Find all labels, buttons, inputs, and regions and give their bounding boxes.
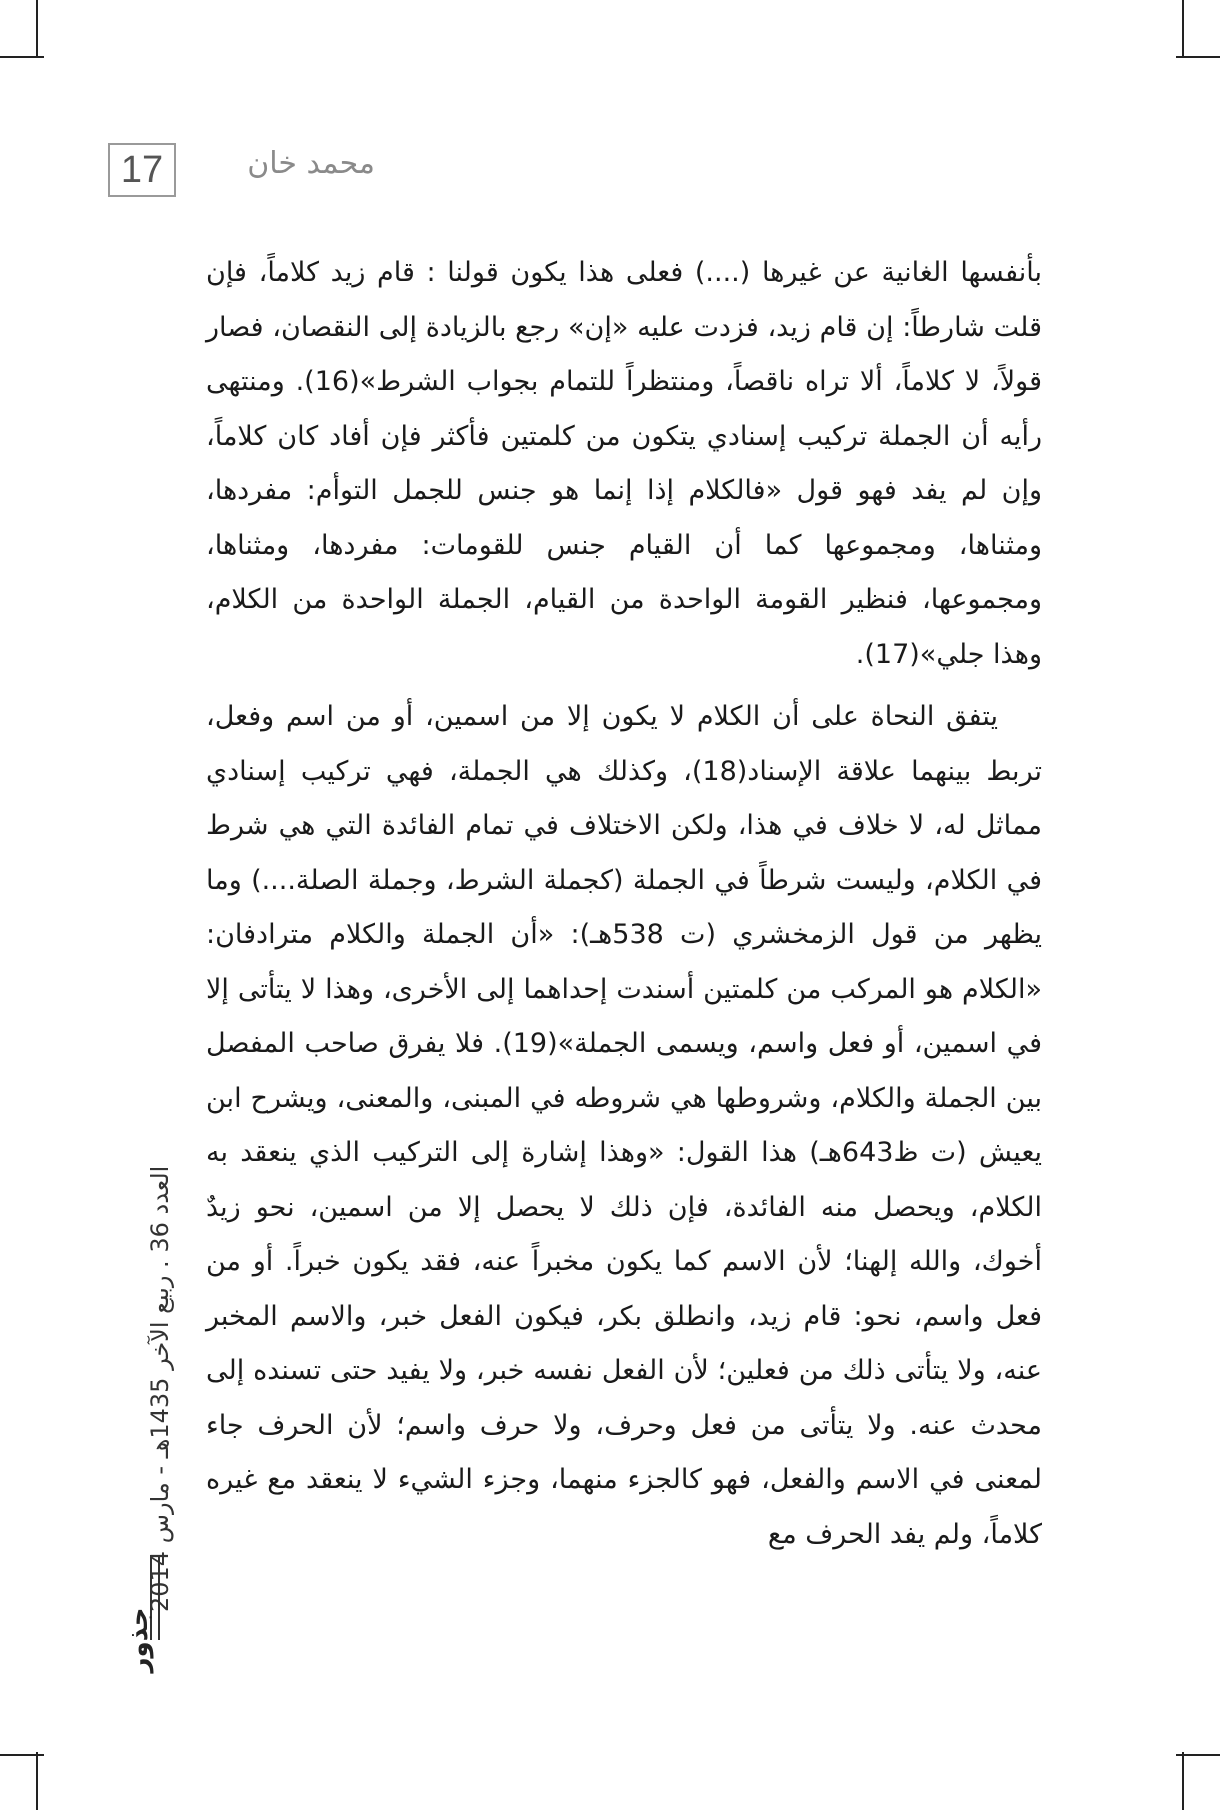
crop-mark <box>1176 1754 1220 1756</box>
journal-logo: جذور <box>124 1607 154 1673</box>
crop-mark <box>36 0 38 58</box>
crop-mark <box>0 1754 44 1756</box>
author-name: محمد خان <box>247 146 375 181</box>
crop-mark <box>1176 56 1220 58</box>
journal-issue-info: العدد 36 . ربيع الآخر 1435هـ - مارس 2014 <box>146 1165 174 1612</box>
crop-mark <box>1182 1752 1184 1810</box>
paragraph: يتفق النحاة على أن الكلام لا يكون إلا من اسمين، أو من اسم وفعل، تربط بينهما علاقة الإسناد(18)، وكذلك هي الجملة، فهي تركيب إسنادي مماثل له، لا خلاف في هذا، ولكن الاختلاف في تمام الفائدة التي هي شرط في الكلام، وليست شرطاً في الجملة (كجملة الشرط، وجملة الصلة....) وما يظهر من قول الزمخشري (ت 538هـ): «أن الجملة والكلام مترادفان: «الكلام هو المركب من كلمتين أسندت إحداهما إلى الأخرى، وهذا لا يتأتى إلا في اسمين، أو فعل واسم، ويسمى الجملة»(19). فلا يفرق صاحب المفصل بين الجملة والكلام، وشروطها هي شروطه في المبنى، والمعنى، ويشرح ابن يعيش (ت ظ643هـ) هذا القول: «وهذا إشارة إلى التركيب الذي ينعقد به الكلام، ويحصل منه الفائدة، فإن ذلك لا يحصل إلا من اسمين، نحو زيدٌ أخوك، والله إلهنا؛ لأن الاسم كما يكون مخبراً عنه، فقد يكون خبراً. أو من فعل واسم، نحو: قام زيد، وانطلق بكر، فيكون الفعل خبر، والاسم المخبر عنه، ولا يتأتى ذلك من فعلين؛ لأن الفعل نفسه خبر، ولا يفيد حتى تسنده إلى محدث عنه. ولا يتأتى من فعل وحرف، ولا حرف واسم؛ لأن الحرف جاء لمعنى في الاسم والفعل، فهو كالجزء منهما، وجزء الشيء لا ينعقد مع غيره كلاماً، ولم يفد الحرف مع <box>206 701 1042 1550</box>
paragraph: بأنفسها الغانية عن غيرها (....) فعلى هذا يكون قولنا : قام زيد كلاماً، فإن قلت شارطاً: إن قام زيد، فزدت عليه «إن» رجع بالزيادة إلى النقصان، فصار قولاً، لا كلاماً، ألا تراه ناقصاً، ومنتظراً للتمام بجواب الشرط»(16). ومنتهى رأيه أن الجملة تركيب إسنادي يتكون من كلمتين فأكثر فإن أفاد كان كلاماً، وإن لم يفد فهو قول «فالكلام إذا إنما هو جنس للجمل التوأم: مفردها، ومثناها، ومجموعها كما أن القيام جنس للقومات: مفردها، ومثناها، ومجموعها، فنظير القومة الواحدة من القيام، الجملة الواحدة من الكلام، وهذا جلي»(17). <box>206 257 1042 670</box>
crop-mark <box>36 1752 38 1810</box>
crop-mark <box>0 56 44 58</box>
crop-mark <box>1182 0 1184 58</box>
page-number: 17 <box>108 143 176 197</box>
article-body <box>206 246 1042 1562</box>
